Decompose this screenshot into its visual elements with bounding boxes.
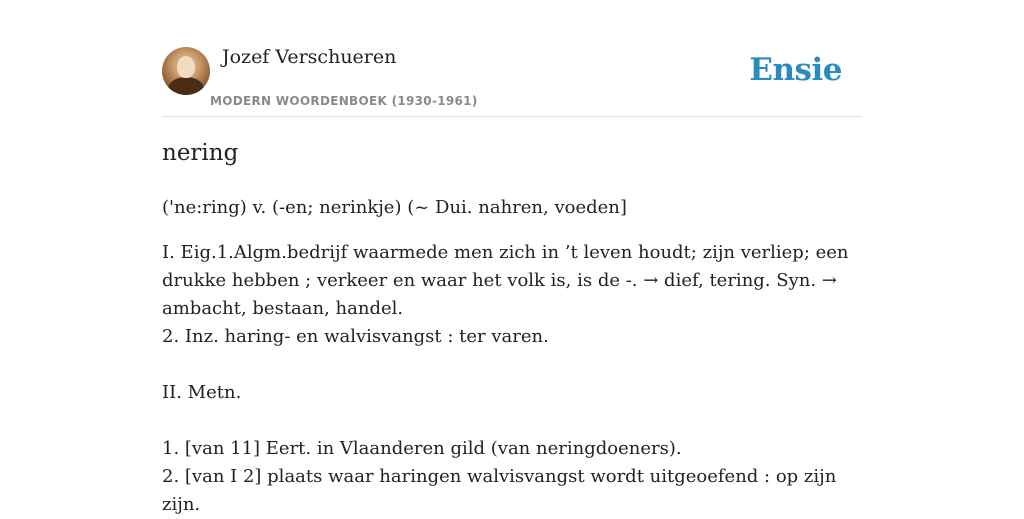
header [162, 0, 862, 117]
page-container [162, 0, 862, 515]
spacer [162, 351, 862, 379]
source-title[interactable]: MODERN WOORDENBOEK (1930-1961) [210, 94, 478, 108]
entry-pronunciation: ('ne:ring) v. (-en; nerinkje) (~ Dui. nahren, voeden] [162, 197, 627, 218]
definition-line: 2. [van I 2] plaats waar haringen walvisvangst wordt uitgeoefend : op zijn zijn. [162, 466, 837, 515]
avatar-face [177, 56, 195, 78]
definition-line: 2. Inz. haring- en walvisvangst : ter varen. [162, 326, 549, 347]
author-avatar[interactable] [162, 47, 210, 95]
definition-line: I. Eig.1.Algm.bedrijf waarmede men zich in ’t leven houdt; zijn verliep; een drukke hebben ; verkeer en waar het volk is, is de -. → dief, tering. Syn. → ambacht, bestaan, handel. [162, 242, 849, 319]
entry-definition [162, 239, 862, 519]
ensie-logo[interactable]: Ensie [749, 52, 842, 88]
avatar-coat [168, 77, 204, 95]
definition-line: II. Metn. [162, 382, 242, 403]
spacer [162, 407, 862, 435]
definition-line: 1. [van 11] Eert. in Vlaanderen gild (van neringdoeners). [162, 438, 682, 459]
author-name[interactable]: Jozef Verschueren [222, 46, 397, 68]
entry-term: nering [162, 140, 239, 166]
